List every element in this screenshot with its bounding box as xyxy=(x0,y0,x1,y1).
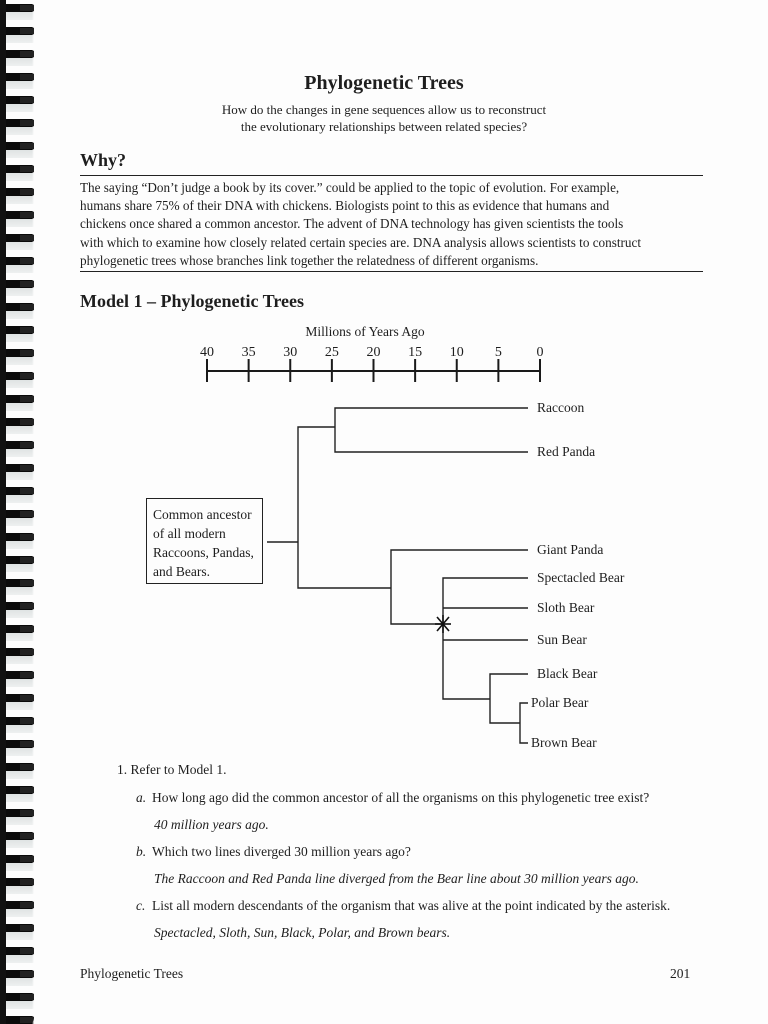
question-text: Which two lines diverged 30 million years ago? xyxy=(152,844,411,859)
page-number: 201 xyxy=(670,966,691,981)
why-line: with which to examine how closely related certain species are. DNA analysis allows scientists to construct xyxy=(80,234,642,250)
ancestor-line: of all modern xyxy=(153,526,226,541)
question-text: How long ago did the common ancestor of all the organisms on this phylogenetic tree exist? xyxy=(152,790,650,805)
question-number: 1. xyxy=(117,762,128,777)
question-1 xyxy=(117,762,226,778)
model-heading: Model 1 – Phylogenetic Trees xyxy=(80,291,304,311)
species-label-spectacled-bear: Spectacled Bear xyxy=(537,570,625,585)
time-axis-tick-label: 40 xyxy=(200,345,214,360)
species-label-giant-panda: Giant Panda xyxy=(537,542,604,557)
question-text: List all modern descendants of the organism that was alive at the point indicated by the asterisk. xyxy=(152,898,671,913)
time-axis-tick-label: 15 xyxy=(408,345,423,360)
ancestor-line: and Bears. xyxy=(153,564,210,579)
why-line: phylogenetic trees whose branches link together the relatedness of different organisms. xyxy=(80,252,539,268)
why-line: The saying “Don’t judge a book by its cover.” could be applied to the topic of evolution. For example, xyxy=(80,180,620,195)
species-label-brown-bear: Brown Bear xyxy=(531,735,597,750)
time-axis-tick-label: 10 xyxy=(449,345,464,360)
answer-1a: 40 million years ago. xyxy=(154,817,269,832)
asterisk-icon xyxy=(435,615,451,633)
answer-1b: The Raccoon and Red Panda line diverged from the Bear line about 30 million years ago. xyxy=(154,871,639,886)
time-axis-tick-label: 25 xyxy=(324,345,339,360)
footer-title: Phylogenetic Trees xyxy=(80,966,184,981)
time-axis-tick-label: 20 xyxy=(366,345,381,360)
time-axis-tick-label: 35 xyxy=(241,345,256,360)
ancestor-line: Raccoons, Pandas, xyxy=(153,545,254,560)
branch-black-polar-brown xyxy=(490,674,528,723)
time-axis-tick-label: 30 xyxy=(283,345,298,360)
page-title: Phylogenetic Trees xyxy=(304,72,464,94)
species-label-sloth-bear: Sloth Bear xyxy=(537,600,595,615)
time-axis-label: Millions of Years Ago xyxy=(305,324,425,339)
species-label-polar-bear: Polar Bear xyxy=(531,695,589,710)
why-heading: Why? xyxy=(80,150,127,170)
question-1c xyxy=(136,898,670,914)
tree-branches xyxy=(267,408,528,743)
question-text: Refer to Model 1. xyxy=(130,762,227,777)
question-letter: b. xyxy=(136,844,147,859)
subtitle-line: the evolutionary relationships between related species? xyxy=(240,119,528,134)
time-axis xyxy=(207,359,540,382)
why-line: chickens once shared a common ancestor. The advent of DNA technology has given scientists the tools xyxy=(80,216,624,232)
why-line: humans share 75% of their DNA with chickens. Biologists point to this as evidence that humans and xyxy=(80,198,610,214)
branch-giantpanda-bears-split xyxy=(391,550,528,624)
question-1b xyxy=(136,844,411,860)
subtitle-line: How do the changes in gene sequences allow us to reconstruct xyxy=(221,102,547,117)
species-label-red-panda: Red Panda xyxy=(537,444,596,459)
time-axis-tick-label: 5 xyxy=(494,345,502,360)
species-label-black-bear: Black Bear xyxy=(537,666,598,681)
branch-main-split xyxy=(298,427,391,588)
species-label-raccoon: Raccoon xyxy=(537,400,585,415)
question-letter: a. xyxy=(136,790,147,805)
common-ancestor-box xyxy=(146,498,263,584)
answer-1c: Spectacled, Sloth, Sun, Black, Polar, and Brown bears. xyxy=(154,925,451,940)
branch-polar-brown xyxy=(520,703,528,743)
question-letter: c. xyxy=(136,898,146,913)
time-axis-tick-label: 0 xyxy=(536,345,544,360)
branch-bears-trunk xyxy=(443,578,528,699)
ancestor-line: Common ancestor xyxy=(153,507,252,522)
question-1a xyxy=(136,790,649,806)
species-label-sun-bear: Sun Bear xyxy=(537,632,587,647)
branch-raccoon-redpanda-split xyxy=(335,408,528,452)
